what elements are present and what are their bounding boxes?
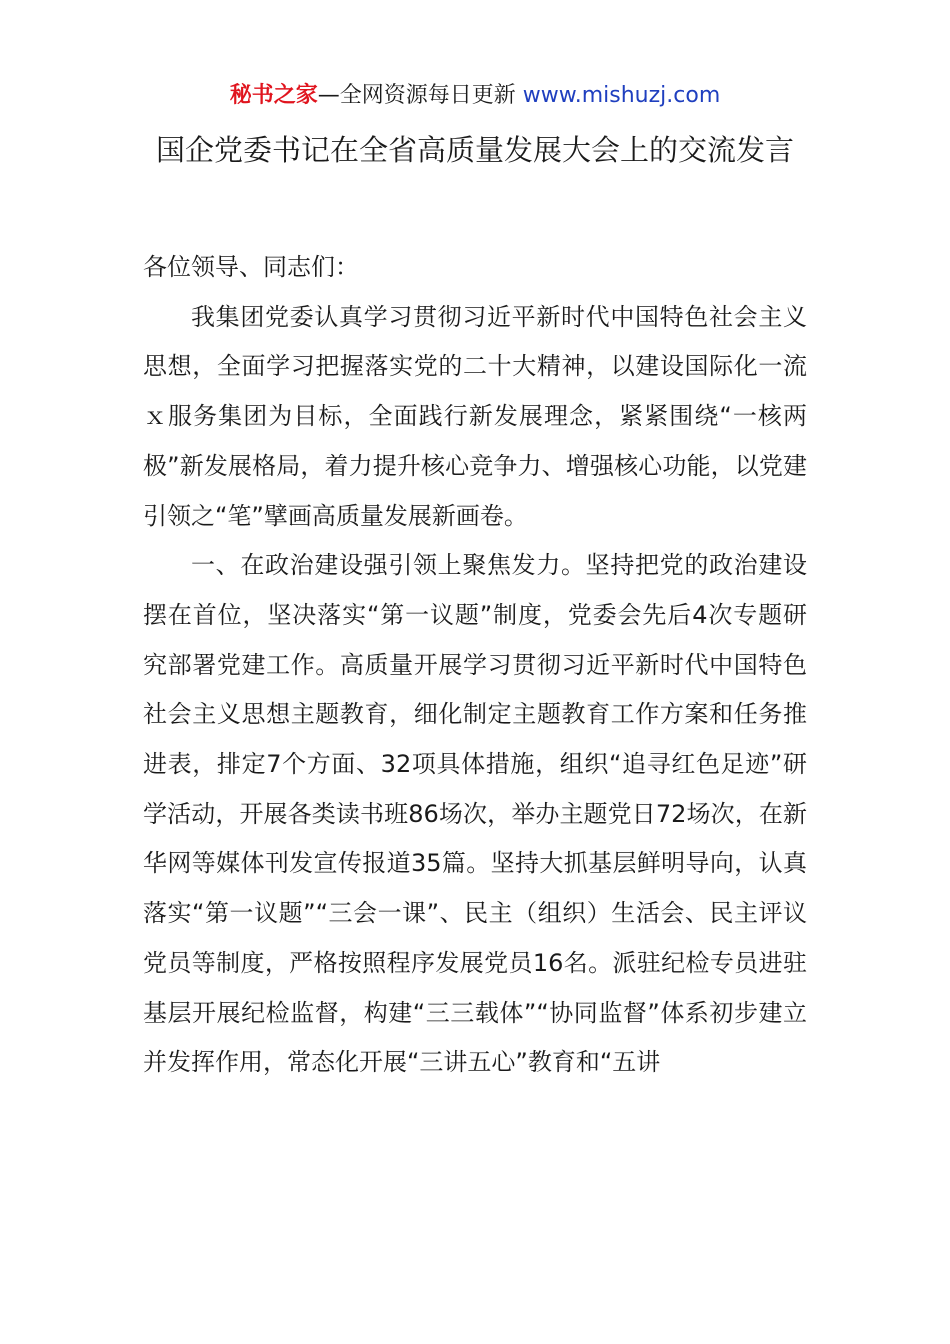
- header-tagline: —全网资源每日更新: [317, 83, 523, 108]
- document-title: 国企党委书记在全省高质量发展大会上的交流发言: [155, 133, 794, 167]
- paragraph-intro: 我集团党委认真学习贯彻习近平新时代中国特色社会主义思想，全面学习把握落实党的二十大精神，以建设国际化一流ｘ服务集团为目标，全面践行新发展理念，紧紧围绕“一核两极”新发展格局，着力提升核心竞争力、增强核心功能，以党建引领之“笔”擘画高质量发展新画卷。: [143, 302, 807, 530]
- site-url-link[interactable]: www.mishuzj.com: [522, 83, 721, 108]
- paragraph-section-one: 一、在政治建设强引领上聚焦发力。坚持把党的政治建设摆在首位，坚决落实“第一议题”制度，党委会先后4次专题研究部署党建工作。高质量开展学习贯彻习近平新时代中国特色社会主义思想主题教育，细化制定主题教育工作方案和任务推进表，排定7个方面、32项具体措施，组织“追寻红色足迹”研学活动，开展各类读书班86场次，举办主题党日72场次，在新华网等媒体刊发宣传报道35篇。坚持大抓基层鲜明导向，认真落实“第一议题”“三会一课”、民主（组织）生活会、民主评议党员等制度，严格按照程序发展党员16名。派驻纪检专员进驻基层开展纪检监督，构建“三三载体”“协同监督”体系初步建立并发挥作用，常态化开展“三讲五心”教育和“五讲: [143, 551, 807, 1077]
- document-body: [143, 243, 807, 1088]
- salutation: 各位领导、同志们：: [143, 253, 359, 281]
- brand-name: 秘书之家: [229, 83, 318, 108]
- site-header-banner: [0, 82, 950, 110]
